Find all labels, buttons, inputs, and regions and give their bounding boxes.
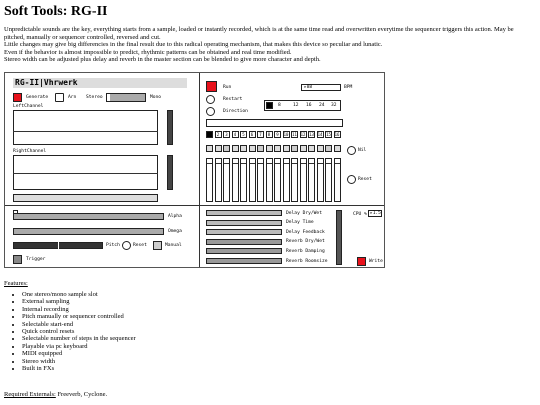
patch-panel <box>4 72 385 268</box>
trigger-label: Trigger <box>26 257 46 262</box>
step-toggle[interactable] <box>334 145 341 152</box>
fx-label: Delay Time <box>286 220 314 226</box>
step-number-cell[interactable]: 9 <box>274 131 281 138</box>
step-number-cell[interactable]: 8 <box>266 131 273 138</box>
step-slider-mark <box>233 163 238 164</box>
step-position-slider[interactable] <box>206 119 343 127</box>
feature-item: • Internal recording <box>22 306 136 313</box>
feature-item: • Selectable number of steps in the sequencer <box>22 335 136 342</box>
fx-label: Delay Dry/Wet <box>286 210 322 216</box>
step-slider-mark <box>258 163 263 164</box>
nil-label: Nil <box>358 148 367 153</box>
step-slider[interactable] <box>317 158 324 202</box>
step-slider[interactable] <box>308 158 315 202</box>
required-label: Required Externals: <box>4 391 56 398</box>
right-channel-label: RightChannel <box>13 149 47 154</box>
nil-button[interactable] <box>347 146 356 155</box>
required-externals <box>4 391 107 398</box>
cpu-value: 1.5 <box>372 211 381 216</box>
bpm-value: 88 <box>306 85 313 90</box>
step-number-cell[interactable]: 12 <box>300 132 306 137</box>
waveform-divider <box>13 173 158 174</box>
step-sliders <box>206 158 343 202</box>
panel-divider <box>199 73 200 267</box>
step-slider-mark <box>216 163 221 164</box>
fx-label: Reverb Dry/Wet <box>286 239 325 245</box>
feature-item: • Selectable start-end <box>22 321 136 328</box>
features-heading: Features: <box>4 280 28 287</box>
arn-toggle[interactable] <box>55 93 64 102</box>
step-slider[interactable] <box>240 158 247 202</box>
intro-paragraph: Unpredictable sounds are the key, everything starts from a sample, loaded or instantly recorded, which is at the same time read and overwritten everytime the sequencer triggers this action. May be pitched, manually or sequencer controlled, reversed and cut. <box>4 26 514 41</box>
step-number-cell[interactable]: 2 <box>215 131 222 138</box>
intro-text <box>4 26 534 64</box>
page-title: Soft Tools: RG-II <box>4 4 108 19</box>
features-section <box>4 280 136 372</box>
pitch-reset-label: Reset <box>133 243 147 248</box>
features-list <box>4 291 136 372</box>
step-toggle[interactable] <box>274 145 281 152</box>
position-slider[interactable] <box>13 194 158 202</box>
step-number-cell[interactable]: 6 <box>249 131 256 138</box>
step-slider[interactable] <box>232 158 239 202</box>
fx-slider[interactable] <box>206 210 282 216</box>
steps-option[interactable]: 16 <box>306 103 312 108</box>
arn-label: Arn <box>68 95 77 100</box>
step-toggle[interactable] <box>325 145 332 152</box>
step-toggle[interactable] <box>240 145 247 152</box>
intro-paragraph: Little changes may give big differencies in the final result due to this radical operating mechanism, that makes this device so peculiar and lunatic. <box>4 41 383 49</box>
step-slider-mark <box>275 163 280 164</box>
run-button[interactable] <box>206 81 217 92</box>
cpu-number-box: ▸1.5 <box>370 211 381 216</box>
trigger-button[interactable] <box>13 255 22 264</box>
step-slider-mark <box>292 163 297 164</box>
intro-paragraph: Even if the behavior is almost impossible to predict, rhythmic patterns can be obtained and real time modified. <box>4 48 292 56</box>
step-number-cell[interactable]: 5 <box>240 131 247 138</box>
steps-option[interactable]: 8 <box>278 103 281 108</box>
step-number-cell[interactable]: 7 <box>257 131 264 138</box>
step-toggle[interactable] <box>291 145 298 152</box>
step-slider[interactable] <box>325 158 332 202</box>
step-slider-mark <box>241 163 246 164</box>
step-number-cell[interactable]: 16 <box>334 132 340 137</box>
step-toggle[interactable] <box>317 145 324 152</box>
step-slider-mark <box>309 163 314 164</box>
step-toggle[interactable] <box>283 145 290 152</box>
step-number-row <box>206 131 343 140</box>
generate-label: Generate <box>26 95 49 100</box>
generate-button[interactable] <box>13 93 22 102</box>
step-number-cell[interactable]: 4 <box>232 131 239 138</box>
step-slider-mark <box>318 163 323 164</box>
step-slider-mark <box>326 163 331 164</box>
bpm-number-box[interactable]: ▸88 <box>301 84 341 91</box>
fx-rows <box>206 209 336 267</box>
step-slider-mark <box>284 163 289 164</box>
reset-label: Reset <box>358 177 372 182</box>
feature-item: • MIDI equipped <box>22 350 136 357</box>
pitch-label: Pitch <box>106 243 120 248</box>
step-number-cell[interactable]: 13 <box>309 132 314 137</box>
step-number-cell[interactable]: 10 <box>283 132 289 137</box>
cpu-label: CPU % <box>353 212 367 217</box>
step-slider[interactable] <box>300 158 307 202</box>
step-cell-active[interactable] <box>206 131 213 138</box>
run-label: Run <box>223 85 232 90</box>
fx-slider[interactable] <box>206 229 282 235</box>
fx-label: Reverb Damping <box>286 248 325 254</box>
fx-slider[interactable] <box>206 239 282 245</box>
stereo-width-slider[interactable] <box>106 93 146 102</box>
manual-toggle[interactable] <box>153 241 162 250</box>
step-toggle-row <box>206 145 343 154</box>
write-button[interactable] <box>357 257 366 266</box>
step-slider-mark <box>301 163 306 164</box>
step-slider[interactable] <box>274 158 281 202</box>
steps-option[interactable]: 32 <box>331 103 337 108</box>
step-toggle[interactable] <box>232 145 239 152</box>
step-slider-mark <box>224 163 229 164</box>
intro-paragraph: Stereo width can be adjusted plus delay and reverb in the master section can be blended to give more character and depth. <box>4 56 321 64</box>
panel-divider <box>5 205 384 206</box>
feature-item: • Stereo width <box>22 358 136 365</box>
pitch-reset-button[interactable] <box>122 241 131 250</box>
alpha-label: Alpha <box>168 214 182 219</box>
fx-slider[interactable] <box>206 220 282 226</box>
mono-label: Mono <box>150 95 162 100</box>
pitch-center-mark <box>58 242 59 249</box>
step-number-cell[interactable]: 15 <box>326 132 331 137</box>
feature-item: • Playable via pc keyboard <box>22 343 136 350</box>
step-slider-mark <box>250 163 255 164</box>
step-slider-mark <box>335 163 340 164</box>
step-number-cell[interactable]: 14 <box>317 132 323 137</box>
step-slider-mark <box>267 163 272 164</box>
direction-button[interactable] <box>206 107 215 116</box>
step-toggle[interactable] <box>223 145 230 152</box>
write-label: Write <box>369 259 383 264</box>
fx-label: Reverb Roomsize <box>286 258 328 264</box>
step-toggle[interactable] <box>266 145 273 152</box>
feature-item: • Quick control resets <box>22 328 136 335</box>
step-toggle[interactable] <box>206 145 213 152</box>
step-slider[interactable] <box>334 158 341 202</box>
step-slider-mark <box>207 163 212 164</box>
fx-label: Delay Feedback <box>286 229 325 235</box>
left-channel-label: LeftChannel <box>13 104 44 109</box>
right-level-meter <box>167 155 173 190</box>
steps-selector-frame <box>264 100 341 111</box>
step-number-cell[interactable]: 11 <box>292 132 297 137</box>
bpm-label: BPM <box>344 85 353 90</box>
step-slider[interactable] <box>206 158 213 202</box>
steps-option[interactable]: 12 <box>293 103 299 108</box>
output-level-meter <box>336 210 342 265</box>
feature-item: • Built in FXs <box>22 365 136 372</box>
omega-slider[interactable] <box>13 228 164 235</box>
omega-label: Omega <box>168 229 182 234</box>
patch-name: RG-II|Vhrwerk <box>13 78 187 88</box>
step-toggle[interactable] <box>215 145 222 152</box>
feature-item: • Pitch manually or sequencer controlled <box>22 313 136 320</box>
feature-item: • External sampling <box>22 298 136 305</box>
steps-option[interactable]: 24 <box>319 103 325 108</box>
step-toggle[interactable] <box>300 145 307 152</box>
alpha-slider[interactable] <box>13 213 164 220</box>
reset-sequence-button[interactable] <box>347 175 356 184</box>
step-slider[interactable] <box>257 158 264 202</box>
restart-label: Restart <box>223 97 243 102</box>
feature-item: • One stereo/mono sample slot <box>22 291 136 298</box>
step-slider[interactable] <box>215 158 222 202</box>
manual-label: Manual <box>165 243 182 248</box>
step-slider[interactable] <box>291 158 298 202</box>
step-slider[interactable] <box>223 158 230 202</box>
fx-slider[interactable] <box>206 258 282 264</box>
fx-slider[interactable] <box>206 248 282 254</box>
left-channel-waveform[interactable] <box>13 110 158 145</box>
required-value: Freeverb, Cyclone. <box>55 391 108 398</box>
restart-button[interactable] <box>206 95 215 104</box>
left-level-meter <box>167 110 173 145</box>
step-number-cell[interactable]: 3 <box>223 131 230 138</box>
step-toggle[interactable] <box>257 145 264 152</box>
stereo-label: Stereo <box>86 95 103 100</box>
step-toggle[interactable] <box>308 145 315 152</box>
step-slider[interactable] <box>249 158 256 202</box>
step-toggle[interactable] <box>249 145 256 152</box>
waveform-divider <box>13 131 158 132</box>
step-slider[interactable] <box>266 158 273 202</box>
step-slider[interactable] <box>283 158 290 202</box>
direction-label: Direction <box>223 109 248 114</box>
